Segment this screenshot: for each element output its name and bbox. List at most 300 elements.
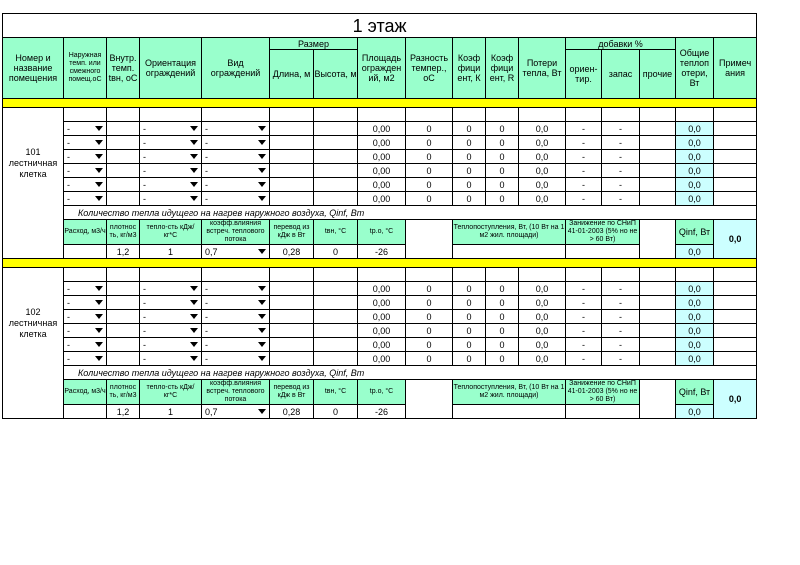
outer-temp-select[interactable] bbox=[64, 150, 107, 164]
coef-r-cell: 0 bbox=[486, 136, 519, 150]
dropdown-value: 0,7 bbox=[205, 246, 218, 257]
length-cell[interactable] bbox=[270, 352, 314, 366]
chevron-down-icon[interactable] bbox=[258, 126, 266, 131]
inner-temp-cell[interactable] bbox=[107, 150, 140, 164]
reduction-label: Занижение по СНиП 41-01-2003 (5% но не > 60 Вт) bbox=[566, 220, 640, 245]
dropdown-value: - bbox=[205, 123, 208, 134]
inner-temp-cell[interactable] bbox=[107, 310, 140, 324]
outer-temp-select[interactable] bbox=[64, 296, 107, 310]
loss-cell: 0,0 bbox=[519, 352, 566, 366]
dropdown-value: - bbox=[143, 311, 146, 322]
height-cell[interactable] bbox=[314, 122, 358, 136]
height-cell[interactable] bbox=[314, 296, 358, 310]
chevron-down-icon[interactable] bbox=[258, 182, 266, 187]
tout-value: -26 bbox=[358, 245, 406, 259]
area-cell: 0,00 bbox=[358, 324, 406, 338]
dropdown-value: - bbox=[67, 123, 70, 134]
area-cell: 0,00 bbox=[358, 282, 406, 296]
coef-select[interactable] bbox=[202, 405, 270, 419]
orientation-select[interactable] bbox=[140, 164, 202, 178]
empty-cell bbox=[406, 108, 453, 122]
temp-diff-cell: 0 bbox=[406, 338, 453, 352]
empty-cell bbox=[202, 108, 270, 122]
loss-cell: 0,0 bbox=[519, 136, 566, 150]
wall-type-select[interactable] bbox=[202, 338, 270, 352]
chevron-down-icon[interactable] bbox=[95, 168, 103, 173]
qinf-value: 0,0 bbox=[676, 405, 714, 419]
chevron-down-icon[interactable] bbox=[95, 314, 103, 319]
orientation-select[interactable] bbox=[140, 122, 202, 136]
temp-diff-cell: 0 bbox=[406, 310, 453, 324]
empty-cell bbox=[107, 268, 140, 282]
coef-k-cell: 0 bbox=[453, 164, 486, 178]
wall-type-select[interactable] bbox=[202, 324, 270, 338]
height-cell[interactable] bbox=[314, 150, 358, 164]
header-length: Длина, м bbox=[270, 50, 314, 99]
room-total: 0,0 bbox=[714, 380, 757, 419]
chevron-down-icon[interactable] bbox=[258, 168, 266, 173]
empty-cell bbox=[676, 108, 714, 122]
other-cell[interactable] bbox=[640, 192, 676, 206]
orient-add-cell: - bbox=[566, 150, 602, 164]
coef-r-cell: 0 bbox=[486, 178, 519, 192]
height-cell[interactable] bbox=[314, 352, 358, 366]
chevron-down-icon[interactable] bbox=[95, 342, 103, 347]
dropdown-value: - bbox=[143, 297, 146, 308]
orientation-select[interactable] bbox=[140, 352, 202, 366]
wall-type-select[interactable] bbox=[202, 296, 270, 310]
orientation-select[interactable] bbox=[140, 310, 202, 324]
empty-cell bbox=[519, 268, 566, 282]
chevron-down-icon[interactable] bbox=[95, 328, 103, 333]
total-cell: 0,0 bbox=[676, 178, 714, 192]
length-cell[interactable] bbox=[270, 192, 314, 206]
gains-value[interactable] bbox=[453, 245, 566, 259]
flow-label: Расход, м3/ч bbox=[64, 220, 107, 245]
height-cell[interactable] bbox=[314, 338, 358, 352]
outer-temp-select[interactable] bbox=[64, 192, 107, 206]
empty-cell bbox=[64, 108, 107, 122]
conv-value: 0,28 bbox=[270, 405, 314, 419]
wall-type-select[interactable] bbox=[202, 282, 270, 296]
coef-r-cell: 0 bbox=[486, 192, 519, 206]
chevron-down-icon[interactable] bbox=[95, 356, 103, 361]
flow-value[interactable] bbox=[64, 405, 107, 419]
outer-temp-select[interactable] bbox=[64, 282, 107, 296]
dropdown-value: - bbox=[143, 325, 146, 336]
gains-label: Теплопоступления, Вт, (10 Вт на 1 м2 жил. площади) bbox=[453, 220, 566, 245]
header-other: прочие bbox=[640, 50, 676, 99]
page-title: 1 этаж bbox=[3, 14, 757, 38]
tin-label: tвн, °С bbox=[314, 380, 358, 405]
coef-r-cell: 0 bbox=[486, 282, 519, 296]
chevron-down-icon[interactable] bbox=[190, 328, 198, 333]
inner-temp-cell[interactable] bbox=[107, 338, 140, 352]
chevron-down-icon[interactable] bbox=[95, 154, 103, 159]
coef-label: коэфф.влияния встреч. теплового потока bbox=[202, 380, 270, 405]
length-cell[interactable] bbox=[270, 122, 314, 136]
length-cell[interactable] bbox=[270, 150, 314, 164]
dropdown-value: - bbox=[143, 137, 146, 148]
wall-type-select[interactable] bbox=[202, 150, 270, 164]
orientation-select[interactable] bbox=[140, 296, 202, 310]
chevron-down-icon[interactable] bbox=[190, 140, 198, 145]
area-cell: 0,00 bbox=[358, 310, 406, 324]
orient-add-cell: - bbox=[566, 282, 602, 296]
wall-type-select[interactable] bbox=[202, 310, 270, 324]
coef-k-cell: 0 bbox=[453, 352, 486, 366]
room-separator bbox=[3, 259, 757, 268]
temp-diff-cell: 0 bbox=[406, 136, 453, 150]
header-outer-temp: Наружная темп. или смежного помещ.оС bbox=[64, 38, 107, 99]
length-cell[interactable] bbox=[270, 178, 314, 192]
dropdown-value: - bbox=[205, 325, 208, 336]
empty-cell bbox=[602, 108, 640, 122]
room-name: 101 лестничная клетка bbox=[3, 122, 64, 206]
wall-type-select[interactable] bbox=[202, 192, 270, 206]
coef-r-cell: 0 bbox=[486, 150, 519, 164]
conv-label: перевод из кДж в Вт bbox=[270, 220, 314, 245]
orientation-select[interactable] bbox=[140, 192, 202, 206]
wall-type-select[interactable] bbox=[202, 178, 270, 192]
qinf-value: 0,0 bbox=[676, 245, 714, 259]
inner-temp-cell[interactable] bbox=[107, 296, 140, 310]
header-reserve: запас bbox=[602, 50, 640, 99]
room-name-cell bbox=[3, 220, 64, 245]
total-cell: 0,0 bbox=[676, 192, 714, 206]
area-cell: 0,00 bbox=[358, 136, 406, 150]
heatcap-value: 1 bbox=[140, 405, 202, 419]
reserve-cell: - bbox=[602, 282, 640, 296]
orient-add-cell: - bbox=[566, 352, 602, 366]
orientation-select[interactable] bbox=[140, 324, 202, 338]
dropdown-value: - bbox=[67, 137, 70, 148]
chevron-down-icon[interactable] bbox=[95, 286, 103, 291]
empty-cell bbox=[602, 268, 640, 282]
chevron-down-icon[interactable] bbox=[190, 356, 198, 361]
room-name-cell bbox=[3, 405, 64, 419]
dropdown-value: - bbox=[205, 151, 208, 162]
header-inner-temp: Внутр. темп. tвн, оС bbox=[107, 38, 140, 99]
dropdown-value: - bbox=[67, 353, 70, 364]
room-name-cell bbox=[3, 108, 64, 122]
outer-temp-select[interactable] bbox=[64, 122, 107, 136]
chevron-down-icon[interactable] bbox=[190, 154, 198, 159]
tout-label: tр.о, °С bbox=[358, 380, 406, 405]
length-cell[interactable] bbox=[270, 324, 314, 338]
dropdown-value: - bbox=[205, 297, 208, 308]
chevron-down-icon[interactable] bbox=[258, 154, 266, 159]
reduction-value bbox=[566, 245, 640, 259]
chevron-down-icon[interactable] bbox=[95, 300, 103, 305]
chevron-down-icon[interactable] bbox=[258, 314, 266, 319]
chevron-down-icon[interactable] bbox=[258, 300, 266, 305]
outer-temp-select[interactable] bbox=[64, 178, 107, 192]
total-cell: 0,0 bbox=[676, 282, 714, 296]
reduction-label: Занижение по СНиП 41-01-2003 (5% но не > 60 Вт) bbox=[566, 380, 640, 405]
inner-temp-cell[interactable] bbox=[107, 282, 140, 296]
density-label: плотнос ть, кг/м3 bbox=[107, 220, 140, 245]
orientation-select[interactable] bbox=[140, 136, 202, 150]
chevron-down-icon[interactable] bbox=[258, 328, 266, 333]
dropdown-value: - bbox=[205, 165, 208, 176]
other-cell[interactable] bbox=[640, 150, 676, 164]
chevron-down-icon[interactable] bbox=[190, 286, 198, 291]
other-cell[interactable] bbox=[640, 338, 676, 352]
wall-type-select[interactable] bbox=[202, 122, 270, 136]
note-cell[interactable] bbox=[714, 178, 757, 192]
total-cell: 0,0 bbox=[676, 324, 714, 338]
height-cell[interactable] bbox=[314, 136, 358, 150]
spacer-cell bbox=[406, 220, 453, 245]
conv-value: 0,28 bbox=[270, 245, 314, 259]
length-cell[interactable] bbox=[270, 282, 314, 296]
loss-cell: 0,0 bbox=[519, 338, 566, 352]
table-row bbox=[3, 192, 757, 206]
dropdown-value: - bbox=[67, 297, 70, 308]
height-cell[interactable] bbox=[314, 164, 358, 178]
header-orientation: Ориентация ограждений bbox=[140, 38, 202, 99]
reserve-cell: - bbox=[602, 122, 640, 136]
chevron-down-icon[interactable] bbox=[190, 182, 198, 187]
other-cell[interactable] bbox=[640, 178, 676, 192]
tout-value: -26 bbox=[358, 405, 406, 419]
dropdown-value: - bbox=[67, 193, 70, 204]
chevron-down-icon[interactable] bbox=[95, 182, 103, 187]
room-name-cell bbox=[3, 380, 64, 405]
length-cell[interactable] bbox=[270, 136, 314, 150]
temp-diff-cell: 0 bbox=[406, 122, 453, 136]
inner-temp-cell[interactable] bbox=[107, 192, 140, 206]
dropdown-value: - bbox=[205, 339, 208, 350]
total-cell: 0,0 bbox=[676, 338, 714, 352]
other-cell[interactable] bbox=[640, 122, 676, 136]
outer-temp-select[interactable] bbox=[64, 352, 107, 366]
coef-k-cell: 0 bbox=[453, 136, 486, 150]
outer-temp-select[interactable] bbox=[64, 324, 107, 338]
loss-cell: 0,0 bbox=[519, 164, 566, 178]
dropdown-value: - bbox=[205, 353, 208, 364]
outer-temp-select[interactable] bbox=[64, 136, 107, 150]
dropdown-value: - bbox=[205, 137, 208, 148]
chevron-down-icon[interactable] bbox=[258, 249, 266, 254]
table-row bbox=[3, 310, 757, 324]
coef-k-cell: 0 bbox=[453, 282, 486, 296]
note-cell[interactable] bbox=[714, 192, 757, 206]
chevron-down-icon[interactable] bbox=[258, 196, 266, 201]
inner-temp-cell[interactable] bbox=[107, 136, 140, 150]
empty-cell bbox=[358, 268, 406, 282]
coef-k-cell: 0 bbox=[453, 324, 486, 338]
coef-k-cell: 0 bbox=[453, 296, 486, 310]
conv-label: перевод из кДж в Вт bbox=[270, 380, 314, 405]
chevron-down-icon[interactable] bbox=[190, 314, 198, 319]
loss-cell: 0,0 bbox=[519, 178, 566, 192]
orientation-select[interactable] bbox=[140, 150, 202, 164]
header-coef-r: Коэф фици ент, R bbox=[486, 38, 519, 99]
dropdown-value: - bbox=[67, 165, 70, 176]
inner-temp-cell[interactable] bbox=[107, 122, 140, 136]
empty-cell bbox=[406, 268, 453, 282]
orient-add-cell: - bbox=[566, 324, 602, 338]
length-cell[interactable] bbox=[270, 296, 314, 310]
table-row bbox=[3, 296, 757, 310]
chevron-down-icon[interactable] bbox=[258, 286, 266, 291]
temp-diff-cell: 0 bbox=[406, 282, 453, 296]
loss-cell: 0,0 bbox=[519, 282, 566, 296]
gains-label: Теплопоступления, Вт, (10 Вт на 1 м2 жил. площади) bbox=[453, 380, 566, 405]
spacer-cell bbox=[640, 245, 676, 259]
chevron-down-icon[interactable] bbox=[258, 356, 266, 361]
inner-temp-cell[interactable] bbox=[107, 178, 140, 192]
coef-r-cell: 0 bbox=[486, 164, 519, 178]
header-room: Номер и название помещения bbox=[3, 38, 64, 99]
other-cell[interactable] bbox=[640, 136, 676, 150]
empty-cell bbox=[566, 268, 602, 282]
note-cell[interactable] bbox=[714, 338, 757, 352]
empty-cell bbox=[314, 108, 358, 122]
orientation-select[interactable] bbox=[140, 178, 202, 192]
table-row bbox=[3, 136, 757, 150]
total-cell: 0,0 bbox=[676, 164, 714, 178]
note-cell[interactable] bbox=[714, 352, 757, 366]
note-cell[interactable] bbox=[714, 136, 757, 150]
loss-cell: 0,0 bbox=[519, 296, 566, 310]
outer-temp-select[interactable] bbox=[64, 310, 107, 324]
coef-k-cell: 0 bbox=[453, 178, 486, 192]
height-cell[interactable] bbox=[314, 178, 358, 192]
flow-value[interactable] bbox=[64, 245, 107, 259]
inner-temp-cell[interactable] bbox=[107, 352, 140, 366]
note-cell[interactable] bbox=[714, 310, 757, 324]
orientation-select[interactable] bbox=[140, 282, 202, 296]
heat-loss-sheet bbox=[2, 13, 755, 419]
empty-cell bbox=[486, 108, 519, 122]
length-cell[interactable] bbox=[270, 164, 314, 178]
coef-k-cell: 0 bbox=[453, 192, 486, 206]
flow-label: Расход, м3/ч bbox=[64, 380, 107, 405]
temp-diff-cell: 0 bbox=[406, 192, 453, 206]
orient-add-cell: - bbox=[566, 310, 602, 324]
note-cell[interactable] bbox=[714, 282, 757, 296]
height-cell[interactable] bbox=[314, 310, 358, 324]
temp-diff-cell: 0 bbox=[406, 296, 453, 310]
other-cell[interactable] bbox=[640, 310, 676, 324]
orient-add-cell: - bbox=[566, 192, 602, 206]
reserve-cell: - bbox=[602, 178, 640, 192]
height-cell[interactable] bbox=[314, 192, 358, 206]
chevron-down-icon[interactable] bbox=[190, 300, 198, 305]
chevron-down-icon[interactable] bbox=[258, 409, 266, 414]
spacer-cell bbox=[640, 220, 676, 245]
coef-r-cell: 0 bbox=[486, 352, 519, 366]
height-cell[interactable] bbox=[314, 282, 358, 296]
orient-add-cell: - bbox=[566, 136, 602, 150]
note-cell[interactable] bbox=[714, 164, 757, 178]
dropdown-value: - bbox=[67, 151, 70, 162]
loss-cell: 0,0 bbox=[519, 150, 566, 164]
chevron-down-icon[interactable] bbox=[190, 342, 198, 347]
inner-temp-cell[interactable] bbox=[107, 164, 140, 178]
other-cell[interactable] bbox=[640, 352, 676, 366]
empty-cell bbox=[314, 268, 358, 282]
chevron-down-icon[interactable] bbox=[95, 126, 103, 131]
spacer-cell bbox=[640, 405, 676, 419]
empty-cell bbox=[566, 108, 602, 122]
reserve-cell: - bbox=[602, 296, 640, 310]
other-cell[interactable] bbox=[640, 324, 676, 338]
area-cell: 0,00 bbox=[358, 192, 406, 206]
header-additions: добавки % bbox=[566, 38, 676, 50]
chevron-down-icon[interactable] bbox=[95, 140, 103, 145]
tin-label: tвн, °С bbox=[314, 220, 358, 245]
note-cell[interactable] bbox=[714, 122, 757, 136]
dropdown-value: - bbox=[205, 193, 208, 204]
header-coef-k: Коэф фици ент, К bbox=[453, 38, 486, 99]
height-cell[interactable] bbox=[314, 324, 358, 338]
coef-k-cell: 0 bbox=[453, 150, 486, 164]
empty-cell bbox=[453, 268, 486, 282]
reserve-cell: - bbox=[602, 136, 640, 150]
heatcap-value: 1 bbox=[140, 245, 202, 259]
density-value: 1,2 bbox=[107, 405, 140, 419]
loss-cell: 0,0 bbox=[519, 324, 566, 338]
header-height: Высота, м bbox=[314, 50, 358, 99]
orient-add-cell: - bbox=[566, 164, 602, 178]
other-cell[interactable] bbox=[640, 164, 676, 178]
chevron-down-icon[interactable] bbox=[190, 196, 198, 201]
note-cell[interactable] bbox=[714, 150, 757, 164]
chevron-down-icon[interactable] bbox=[258, 140, 266, 145]
other-cell[interactable] bbox=[640, 296, 676, 310]
empty-cell bbox=[202, 268, 270, 282]
coef-k-cell: 0 bbox=[453, 122, 486, 136]
chevron-down-icon[interactable] bbox=[95, 196, 103, 201]
length-cell[interactable] bbox=[270, 338, 314, 352]
chevron-down-icon[interactable] bbox=[190, 168, 198, 173]
dropdown-value: - bbox=[205, 179, 208, 190]
room-name-cell bbox=[3, 245, 64, 259]
orient-add-cell: - bbox=[566, 296, 602, 310]
orientation-select[interactable] bbox=[140, 338, 202, 352]
reserve-cell: - bbox=[602, 338, 640, 352]
header-size: Размер bbox=[270, 38, 358, 50]
temp-diff-cell: 0 bbox=[406, 352, 453, 366]
header-area: Площадь огражден ий, м2 bbox=[358, 38, 406, 99]
dropdown-value: - bbox=[67, 311, 70, 322]
wall-type-select[interactable] bbox=[202, 352, 270, 366]
other-cell[interactable] bbox=[640, 282, 676, 296]
inner-temp-cell[interactable] bbox=[107, 324, 140, 338]
wall-type-select[interactable] bbox=[202, 164, 270, 178]
header-temp-diff: Разность темпер., оС bbox=[406, 38, 453, 99]
gains-value[interactable] bbox=[453, 405, 566, 419]
wall-type-select[interactable] bbox=[202, 136, 270, 150]
length-cell[interactable] bbox=[270, 310, 314, 324]
note-cell[interactable] bbox=[714, 296, 757, 310]
loss-cell: 0,0 bbox=[519, 122, 566, 136]
outer-temp-select[interactable] bbox=[64, 164, 107, 178]
infiltration-title: Количество тепла идущего на нагрев наружного воздуха, Qinf, Вт bbox=[64, 206, 757, 220]
coef-select[interactable] bbox=[202, 245, 270, 259]
dropdown-value: - bbox=[67, 325, 70, 336]
empty-cell bbox=[519, 108, 566, 122]
chevron-down-icon[interactable] bbox=[258, 342, 266, 347]
empty-cell bbox=[640, 108, 676, 122]
note-cell[interactable] bbox=[714, 324, 757, 338]
outer-temp-select[interactable] bbox=[64, 338, 107, 352]
chevron-down-icon[interactable] bbox=[190, 126, 198, 131]
